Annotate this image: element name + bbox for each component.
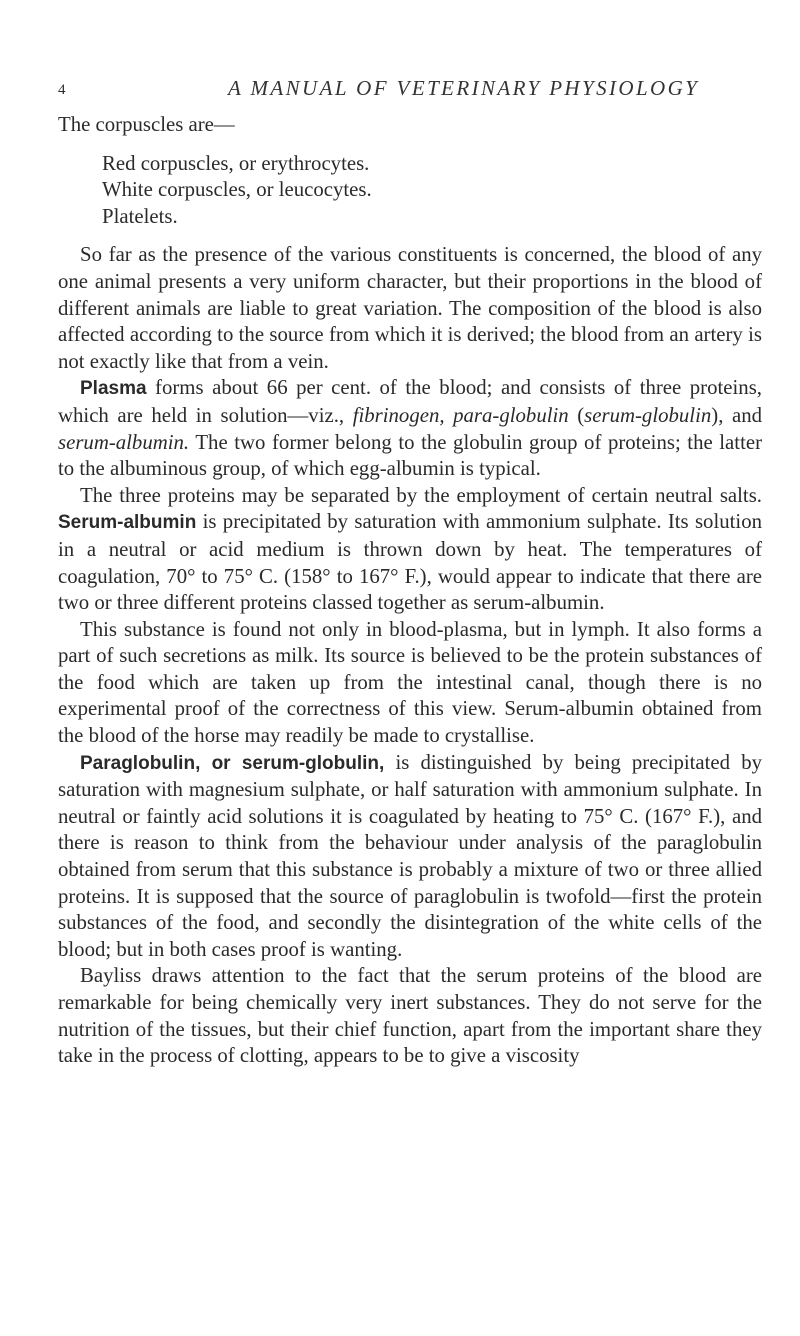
- term-serum-globulin: serum-globulin: [584, 403, 712, 427]
- term-fibrinogen: fibrinogen, para-globulin: [352, 403, 569, 427]
- corpuscle-list: [58, 151, 762, 231]
- running-title: A MANUAL OF VETERINARY PHYSIOLOGY: [228, 76, 700, 100]
- text-fragment: The two former belong to the globulin group of proteins; the latter to the albuminous group, of which egg-albumin is typical.: [58, 430, 762, 481]
- text-fragment: is precipitated by saturation with ammonium sulphate. Its solution in a neutral or acid medium is thrown down by heat. The temperatures of coagulation, 70° to 75° C. (158° to 167° F.), would appear to indicate that there are two or three different proteins classed together as serum-albumin.: [58, 510, 762, 615]
- text-fragment: The three proteins may be separated by the employment of certain neutral salts.: [80, 483, 762, 507]
- paragraph-paraglobulin: [58, 750, 762, 964]
- page-header: [40, 68, 760, 102]
- paragraph-albumin-source: This substance is found not only in blood-plasma, but in lymph. It also forms a part of such secretions as milk. Its source is believed to be the protein substances of the food which are taken up from the intestinal canal, though there is no experimental proof of the correctness of this view. Serum-albumin obtained from the blood of the horse may readily be made to crystallise.: [58, 617, 762, 748]
- text-fragment: (: [568, 403, 585, 427]
- paragraph-bayliss: Bayliss draws attention to the fact that the serum proteins of the blood are remarkable for being chemically very inert substances. They do not serve for the nutrition of the tissues, but their chief function, apart from the important share they take in the process of clotting, appears to be to give a viscosity: [58, 964, 762, 1068]
- term-plasma: Plasma: [80, 378, 147, 400]
- list-item: White corpuscles, or leucocytes.: [102, 178, 372, 202]
- intro-line: The corpuscles are—: [58, 113, 235, 136]
- text-fragment: ), and: [711, 403, 762, 427]
- page-number: 4: [58, 82, 66, 98]
- body-text: [58, 112, 762, 1070]
- paragraph-blood-variation: So far as the presence of the various constituents is concerned, the blood of any one animal presents a very uniform character, but their proportions in the blood of different animals are liable to great variation. The composition of the blood is also affected according to the source from which it is derived; the blood from an artery is not exactly like that from a vein.: [58, 243, 762, 373]
- term-serum-albumin-heading: Serum-albumin: [58, 512, 197, 534]
- text-fragment: forms about 66 per cent. of the blood; and consists of three proteins, which are held in solution—viz.,: [58, 376, 762, 427]
- text-fragment: is distinguished by being precipitated by saturation with magnesium sulphate, or half saturation with ammonium sulphate. In neutral or faintly acid solutions it is coagulated by heating to 75° C. (167° F.), and there is reason to think from the behaviour under analysis of the paraglobulin obtained from serum that this substance is probably a mixture of two or three allied proteins. It is supposed that the source of paraglobulin is twofold—first the protein substances of the food, and secondly the disintegration of the white cells of the blood; but in both cases proof is wanting.: [58, 750, 762, 961]
- list-item: Red corpuscles, or erythrocytes.: [102, 151, 370, 175]
- paragraph-plasma: [58, 375, 762, 482]
- paragraph-serum-albumin: [58, 483, 762, 617]
- list-item: Platelets.: [102, 204, 178, 228]
- term-serum-albumin: serum-albumin.: [58, 430, 190, 454]
- term-paraglobulin: Paraglobulin, or serum-globulin,: [80, 752, 385, 774]
